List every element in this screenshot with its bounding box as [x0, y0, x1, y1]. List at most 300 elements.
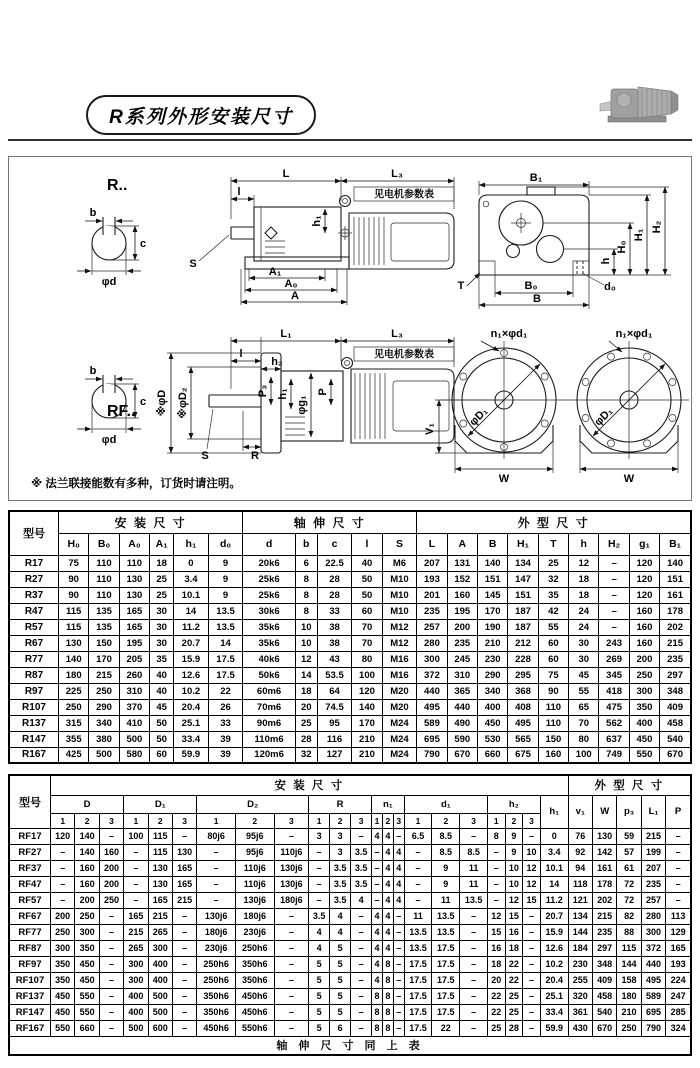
value-cell: 15.9 — [174, 651, 209, 667]
value-cell: 14 — [540, 876, 568, 892]
sub-header: 3 — [460, 813, 488, 828]
value-cell: 348 — [592, 956, 616, 972]
value-cell: 215 — [89, 667, 119, 683]
value-cell: 418 — [599, 683, 629, 699]
sub-header: 1 — [197, 813, 236, 828]
value-cell: M12 — [382, 619, 417, 635]
value-cell: – — [666, 828, 691, 844]
value-cell: 350 — [75, 940, 99, 956]
value-cell: 230j6 — [197, 940, 236, 956]
value-cell: – — [599, 603, 629, 619]
value-cell: – — [460, 972, 488, 988]
value-cell: 257 — [417, 619, 447, 635]
dim-W-label: W — [623, 473, 635, 485]
model-cell: RF137 — [9, 988, 51, 1004]
value-cell: 75 — [538, 667, 568, 683]
value-cell: 20.7 — [174, 635, 209, 651]
value-cell: 11 — [460, 860, 488, 876]
value-cell: M24 — [382, 747, 417, 763]
value-cell: 28 — [505, 1020, 523, 1036]
value-cell: 76 — [568, 828, 592, 844]
dim-W-label: W — [498, 473, 510, 485]
value-cell: – — [197, 892, 236, 908]
sub-header: 3 — [523, 813, 541, 828]
column-header: W — [592, 795, 616, 828]
value-cell: M10 — [382, 571, 417, 587]
table-row — [9, 587, 691, 603]
value-cell: 500 — [148, 988, 172, 1004]
value-cell: 25k6 — [243, 571, 295, 587]
value-cell: 212 — [508, 635, 538, 651]
dim-B-label: B — [533, 293, 541, 305]
value-cell: 120 — [629, 555, 659, 571]
value-cell: 11 — [432, 892, 460, 908]
value-cell: 22 — [432, 1020, 460, 1036]
value-cell: 90 — [538, 683, 568, 699]
value-cell: – — [124, 844, 148, 860]
value-cell: 15.9 — [540, 924, 568, 940]
value-cell: 265 — [148, 924, 172, 940]
sub-header: 3 — [351, 813, 372, 828]
value-cell: 199 — [641, 844, 665, 860]
value-cell: – — [372, 844, 383, 860]
model-cell: RF107 — [9, 972, 51, 988]
value-cell: 458 — [660, 715, 691, 731]
value-cell: 8 — [382, 1004, 393, 1020]
value-cell: 6 — [330, 1020, 351, 1036]
value-cell: 300 — [124, 972, 148, 988]
value-cell: 26 — [208, 699, 243, 715]
value-cell: 10.1 — [174, 587, 209, 603]
value-cell: – — [309, 892, 330, 908]
value-cell: – — [351, 828, 372, 844]
value-cell: 5 — [330, 956, 351, 972]
value-cell: 187 — [508, 603, 538, 619]
model-cell: R167 — [9, 747, 59, 763]
value-cell: 9 — [432, 876, 460, 892]
sub-header: 1 — [51, 813, 75, 828]
value-cell: – — [351, 1020, 372, 1036]
value-cell: 368 — [508, 683, 538, 699]
value-cell: 3.5 — [330, 860, 351, 876]
value-cell: 140 — [660, 555, 691, 571]
value-cell: – — [172, 972, 196, 988]
value-cell: – — [393, 940, 404, 956]
value-cell: 120 — [629, 571, 659, 587]
value-cell: 140 — [75, 844, 99, 860]
value-cell: 180j6 — [274, 892, 309, 908]
value-cell: 65 — [569, 699, 599, 715]
value-cell: 72 — [617, 876, 641, 892]
value-cell: 33.4 — [540, 1004, 568, 1020]
column-header-row — [9, 533, 691, 555]
sub-header: 3 — [393, 813, 404, 828]
value-cell: 11 — [460, 876, 488, 892]
value-cell: 340 — [477, 683, 507, 699]
spec-table-rf-footer — [9, 1036, 691, 1055]
value-cell: 440 — [417, 683, 447, 699]
value-cell: 113 — [666, 908, 691, 924]
dim-c-label: c — [140, 396, 147, 408]
value-cell: 12.6 — [174, 667, 209, 683]
value-cell: 25 — [505, 1004, 523, 1020]
value-cell: 14 — [174, 603, 209, 619]
column-header: T — [538, 533, 568, 555]
value-cell: 9 — [208, 571, 243, 587]
value-cell: 144 — [568, 924, 592, 940]
spec-table-rf-header — [9, 775, 691, 828]
value-cell: 295 — [508, 667, 538, 683]
value-cell: 790 — [417, 747, 447, 763]
dim-H2-label: H₂ — [651, 220, 663, 234]
value-cell: 25 — [505, 988, 523, 1004]
value-cell: 201 — [417, 587, 447, 603]
table-row — [9, 1020, 691, 1036]
value-cell: 17.5 — [432, 1004, 460, 1020]
value-cell: – — [51, 860, 75, 876]
value-cell: 297 — [660, 667, 691, 683]
value-cell: 215 — [148, 908, 172, 924]
value-cell: 22 — [208, 683, 243, 699]
value-cell: – — [393, 908, 404, 924]
value-cell: 53.5 — [317, 667, 352, 683]
value-cell: 130 — [119, 587, 149, 603]
value-cell: 5 — [330, 1004, 351, 1020]
value-cell: 3.5 — [309, 908, 330, 924]
dim-V1-label: V₁ — [424, 423, 436, 435]
value-cell: 265 — [124, 940, 148, 956]
value-cell: – — [99, 988, 123, 1004]
value-cell: 500 — [124, 1020, 148, 1036]
value-cell: 18 — [569, 587, 599, 603]
value-cell: 200 — [447, 619, 477, 635]
value-cell: 790 — [641, 1020, 665, 1036]
value-cell: 440 — [447, 699, 477, 715]
dim-A1-label: A₁ — [268, 266, 282, 278]
value-cell: 80 — [352, 651, 382, 667]
group-header-install: 安 装 尺 寸 — [51, 775, 569, 795]
model-cell: R147 — [9, 731, 59, 747]
value-cell: M20 — [382, 699, 417, 715]
value-cell: – — [393, 1020, 404, 1036]
value-cell: 17.5 — [432, 972, 460, 988]
table-row — [9, 747, 691, 763]
table-row — [9, 635, 691, 651]
dim-B0-label: B₀ — [524, 280, 538, 292]
value-cell: 400 — [629, 715, 659, 731]
table-row — [9, 667, 691, 683]
value-cell: 450 — [75, 972, 99, 988]
value-cell: 4 — [309, 924, 330, 940]
value-cell: 13.5 — [404, 924, 432, 940]
table-row — [9, 731, 691, 747]
value-cell: 131 — [447, 555, 477, 571]
value-cell: 147 — [508, 571, 538, 587]
value-cell: 130j6 — [274, 860, 309, 876]
sub-header: 1 — [487, 813, 505, 828]
value-cell: 45 — [150, 699, 174, 715]
value-cell: 17.5 — [404, 1020, 432, 1036]
value-cell: M12 — [382, 635, 417, 651]
value-cell: 315 — [59, 715, 89, 731]
value-cell: 160 — [538, 747, 568, 763]
dim-phiD1-label: φD₁ — [467, 405, 491, 429]
value-cell: 193 — [417, 571, 447, 587]
value-cell: – — [599, 555, 629, 571]
value-cell: M24 — [382, 731, 417, 747]
value-cell: – — [393, 924, 404, 940]
column-header: P — [666, 795, 691, 828]
value-cell: 116 — [317, 731, 352, 747]
value-cell: 25 — [538, 555, 568, 571]
value-cell: 250 — [89, 683, 119, 699]
value-cell: 12 — [523, 876, 541, 892]
value-cell: – — [523, 988, 541, 1004]
value-cell: 224 — [666, 972, 691, 988]
value-cell: 340 — [89, 715, 119, 731]
value-cell: 372 — [417, 667, 447, 683]
value-cell: – — [351, 908, 372, 924]
value-cell: 245 — [447, 651, 477, 667]
value-cell: 250 — [629, 667, 659, 683]
value-cell: – — [197, 860, 236, 876]
value-cell: 300 — [124, 956, 148, 972]
value-cell: 50 — [352, 587, 382, 603]
dim-phiD2-label: ※φD₂ — [177, 387, 189, 419]
value-cell: 165 — [148, 892, 172, 908]
value-cell: 25 — [295, 715, 317, 731]
dim-group-header: D — [51, 795, 124, 813]
value-cell: 8 — [372, 1004, 383, 1020]
value-cell: 3.5 — [351, 844, 372, 860]
value-cell: 57 — [617, 844, 641, 860]
dim-H0-label: H₀ — [616, 240, 628, 254]
value-cell: 130 — [59, 635, 89, 651]
value-cell: 12 — [523, 860, 541, 876]
value-cell: 115 — [617, 940, 641, 956]
value-cell: 250 — [59, 699, 89, 715]
dim-h2-label: h₂ — [271, 356, 283, 368]
title-rule — [8, 139, 692, 141]
value-cell: 8 — [295, 587, 317, 603]
value-cell: 235 — [660, 651, 691, 667]
column-header: A₁ — [150, 533, 174, 555]
value-cell: 257 — [641, 892, 665, 908]
value-cell: 32 — [538, 571, 568, 587]
model-cell: RF77 — [9, 924, 51, 940]
value-cell: – — [51, 876, 75, 892]
value-cell: 130j6 — [197, 908, 236, 924]
value-cell: 8 — [295, 571, 317, 587]
sub-header: 3 — [99, 813, 123, 828]
value-cell: 16 — [487, 940, 505, 956]
value-cell: – — [523, 1020, 541, 1036]
value-cell: 140 — [477, 555, 507, 571]
value-cell: 12 — [569, 555, 599, 571]
value-cell: 670 — [447, 747, 477, 763]
value-cell: 20 — [295, 699, 317, 715]
value-cell: 540 — [660, 731, 691, 747]
value-cell: 255 — [568, 972, 592, 988]
gearmotor-photo — [594, 80, 686, 128]
value-cell: – — [274, 988, 309, 1004]
value-cell: 3 — [309, 828, 330, 844]
value-cell: 637 — [599, 731, 629, 747]
value-cell: – — [99, 1004, 123, 1020]
value-cell: 450 — [629, 731, 659, 747]
value-cell: 22 — [505, 972, 523, 988]
value-cell: 120m6 — [243, 747, 295, 763]
value-cell: – — [487, 892, 505, 908]
value-cell: 450 — [51, 1004, 75, 1020]
value-cell: 660 — [477, 747, 507, 763]
value-cell: 430 — [568, 1020, 592, 1036]
column-header: l — [352, 533, 382, 555]
value-cell: 4 — [372, 956, 383, 972]
value-cell: 12 — [487, 908, 505, 924]
value-cell: – — [460, 940, 488, 956]
spec-table-rf — [8, 774, 692, 1056]
value-cell: 260 — [119, 667, 149, 683]
value-cell: 17.5 — [208, 667, 243, 683]
value-cell: – — [666, 844, 691, 860]
dim-L3-label: L₃ — [391, 168, 403, 180]
value-cell: 280 — [641, 908, 665, 924]
value-cell: 500 — [148, 1004, 172, 1020]
dim-T-label: T — [457, 280, 465, 292]
spec-table-r-body — [9, 555, 691, 763]
value-cell: – — [599, 587, 629, 603]
value-cell: 10 — [295, 635, 317, 651]
value-cell: 110 — [89, 571, 119, 587]
value-cell: 180 — [59, 667, 89, 683]
value-cell: – — [404, 876, 432, 892]
dim-group-header: n₁ — [372, 795, 405, 813]
value-cell: 160 — [99, 844, 123, 860]
value-cell: 11.2 — [174, 619, 209, 635]
value-cell: 160 — [75, 876, 99, 892]
value-cell: 110 — [89, 555, 119, 571]
value-cell: – — [274, 1020, 309, 1036]
value-cell: 225 — [59, 683, 89, 699]
dim-A-label: A — [291, 290, 299, 302]
value-cell: 495 — [417, 699, 447, 715]
value-cell: 60m6 — [243, 683, 295, 699]
dim-h1-label: h₁ — [311, 215, 323, 227]
value-cell: 160 — [75, 860, 99, 876]
dim-group-header: D₂ — [197, 795, 309, 813]
dim-phig1-label: φg₁ — [296, 395, 308, 415]
value-cell: – — [351, 924, 372, 940]
value-cell: – — [99, 1020, 123, 1036]
group-header-install: 安 装 尺 寸 — [59, 511, 243, 533]
value-cell: – — [99, 956, 123, 972]
group-header-outline: 外 型 尺 寸 — [568, 775, 691, 795]
value-cell: 160 — [447, 587, 477, 603]
value-cell: 25.1 — [174, 715, 209, 731]
value-cell: – — [487, 860, 505, 876]
value-cell: 22.5 — [317, 555, 352, 571]
value-cell: – — [599, 619, 629, 635]
value-cell: 4 — [382, 876, 393, 892]
model-cell: RF167 — [9, 1020, 51, 1036]
value-cell: 8.5 — [432, 828, 460, 844]
value-cell: 18 — [487, 956, 505, 972]
value-cell: – — [274, 972, 309, 988]
value-cell: 6.5 — [404, 828, 432, 844]
table-row — [9, 860, 691, 876]
dim-n1phid1-label: n₁×φd₁ — [490, 328, 528, 340]
value-cell: 20.7 — [540, 908, 568, 924]
model-cell: R137 — [9, 715, 59, 731]
dim-l-label: l — [237, 186, 241, 198]
value-cell: 250h6 — [235, 940, 274, 956]
value-cell: 60 — [538, 635, 568, 651]
value-cell: 9 — [208, 555, 243, 571]
sub-header: 3 — [274, 813, 309, 828]
column-header: p₃ — [617, 795, 641, 828]
column-header: h₁ — [174, 533, 209, 555]
table-row — [9, 876, 691, 892]
value-cell: – — [404, 844, 432, 860]
value-cell: – — [197, 876, 236, 892]
value-cell: 59.9 — [540, 1020, 568, 1036]
value-cell: 4 — [372, 972, 383, 988]
value-cell: 408 — [508, 699, 538, 715]
value-cell: 350 — [51, 972, 75, 988]
column-header: v₁ — [568, 795, 592, 828]
value-cell: 4 — [393, 860, 404, 876]
value-cell: 152 — [447, 571, 477, 587]
value-cell: 202 — [660, 619, 691, 635]
value-cell: 3.5 — [351, 860, 372, 876]
value-cell: 215 — [592, 908, 616, 924]
value-cell: 250 — [51, 924, 75, 940]
value-cell: 4 — [382, 844, 393, 860]
value-cell: 178 — [592, 876, 616, 892]
value-cell: 215 — [641, 828, 665, 844]
spec-table-r-header — [9, 511, 691, 555]
value-cell: – — [404, 892, 432, 908]
value-cell: 115 — [59, 619, 89, 635]
value-cell: 165 — [124, 908, 148, 924]
value-cell: 380 — [89, 731, 119, 747]
model-cell: R97 — [9, 683, 59, 699]
value-cell: 8.5 — [432, 844, 460, 860]
value-cell: 400 — [148, 956, 172, 972]
value-cell: 210 — [352, 747, 382, 763]
value-cell: – — [523, 828, 541, 844]
value-cell: 350h6 — [197, 988, 236, 1004]
value-cell: 135 — [89, 603, 119, 619]
value-cell: 4 — [393, 892, 404, 908]
model-cell: RF17 — [9, 828, 51, 844]
value-cell: 540 — [592, 1004, 616, 1020]
model-cell: RF147 — [9, 1004, 51, 1020]
value-cell: 345 — [599, 667, 629, 683]
value-cell: – — [351, 972, 372, 988]
value-cell: 110m6 — [243, 731, 295, 747]
value-cell: 13.5 — [208, 603, 243, 619]
value-cell: 50k6 — [243, 667, 295, 683]
value-cell: 13.5 — [404, 940, 432, 956]
value-cell: 4 — [372, 828, 383, 844]
value-cell: – — [309, 876, 330, 892]
value-cell: 180j6 — [197, 924, 236, 940]
value-cell: 230 — [477, 651, 507, 667]
table-row — [9, 571, 691, 587]
value-cell: 9 — [505, 828, 523, 844]
